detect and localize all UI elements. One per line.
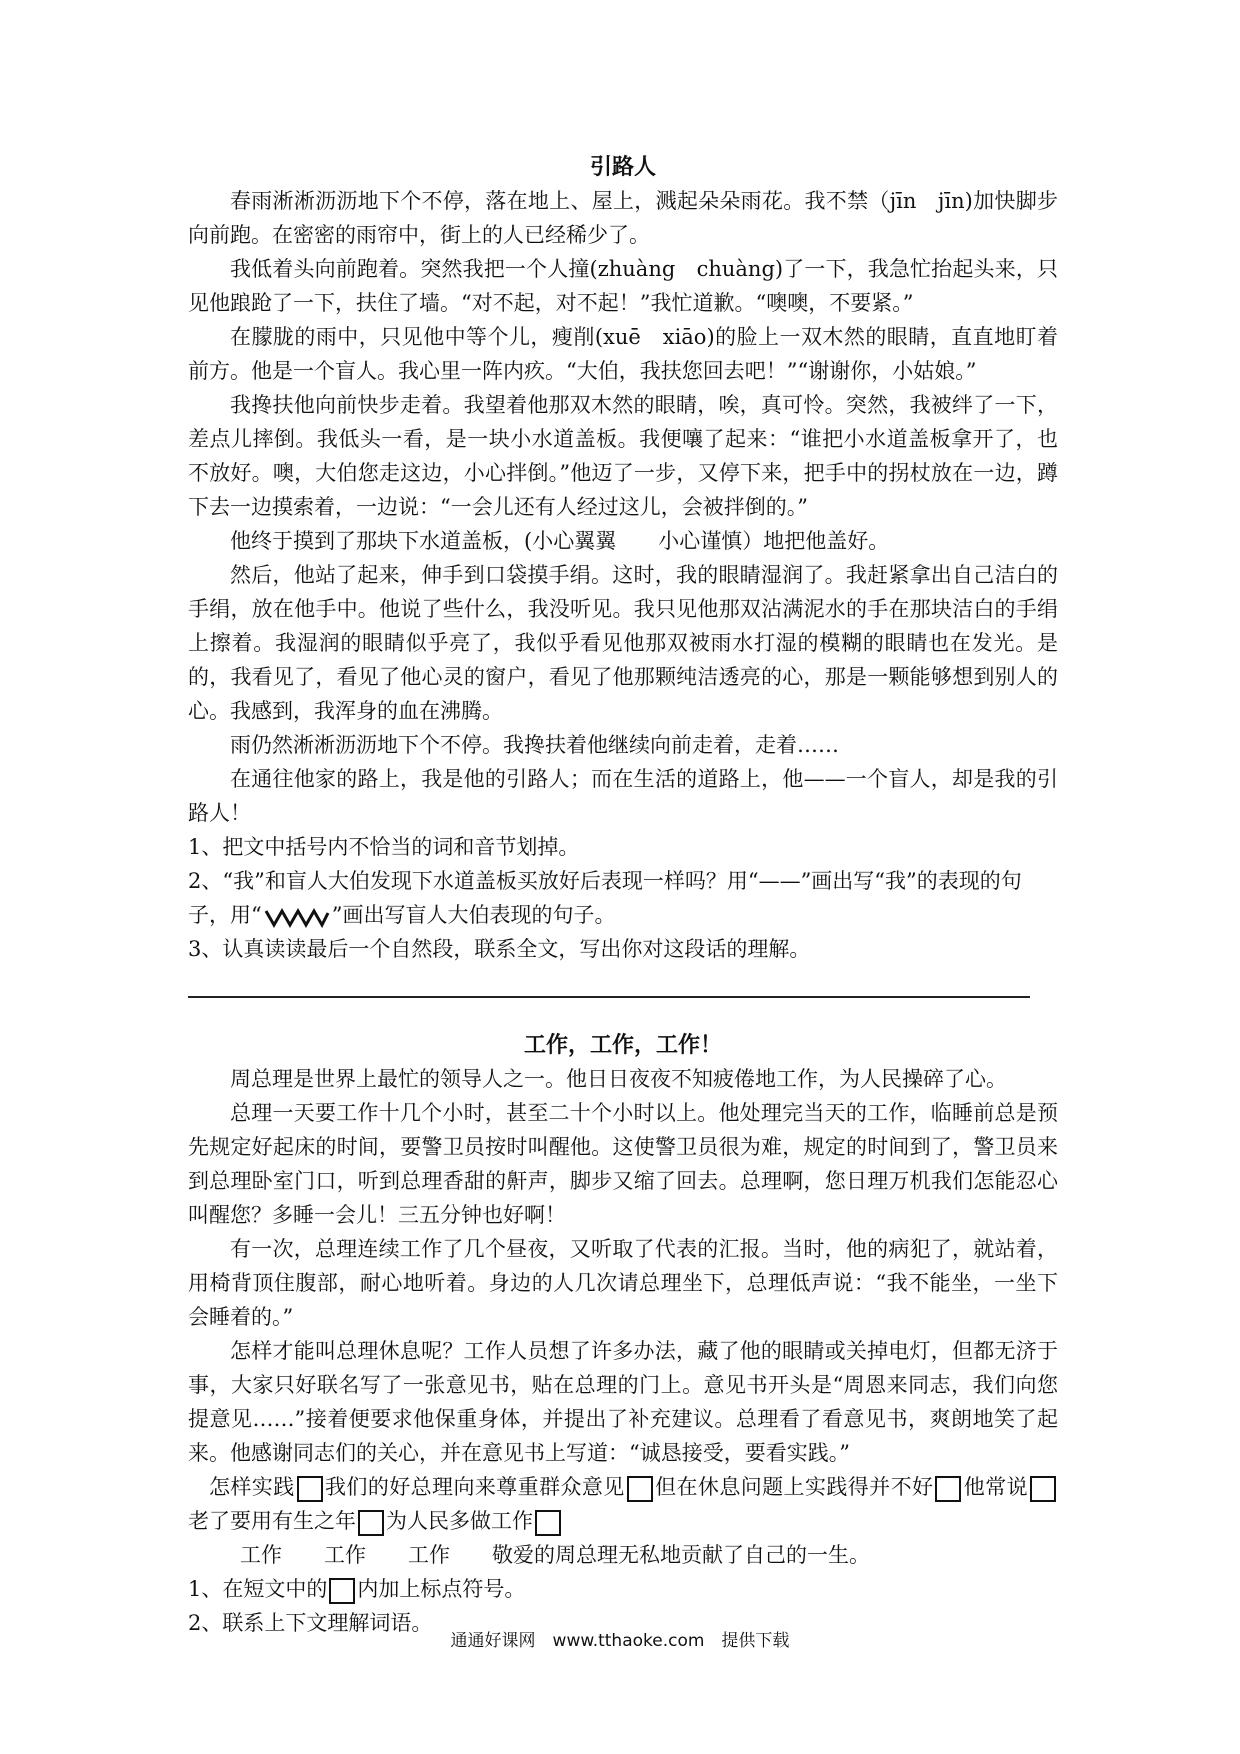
- punctuation-box[interactable]: [297, 1476, 323, 1502]
- story1-paragraph-8: 在通往他家的路上，我是他的引路人；而在生活的道路上，他——一个盲人，却是我的引路人！: [188, 767, 1058, 825]
- story1-paragraph-1: 春雨淅淅沥沥地下个不停，落在地上、屋上，溅起朵朵雨花。我不禁（jīn jīn)加快脚步向前跑。在密密的雨帘中，街上的人已经稀少了。: [188, 189, 1058, 247]
- story2-question-1: [188, 1572, 1058, 1606]
- story1-title: 引路人: [589, 154, 656, 180]
- fill-segment-3: 但在休息问题上实践得并不好: [654, 1475, 934, 1499]
- story2-paragraph-4: 怎样才能叫总理休息呢？工作人员想了许多办法，藏了他的眼睛或关掉电灯，但都无济于事，大家只好联名写了一张意见书，贴在总理的门上。意见书开头是“周恩来同志，我们向您 提意见……”接着便要求他保重身体，并提出了补充建议。总理看了看意见书，爽朗地笑了起来。他感谢同志们的关心，并在意见书上写道：“诚恳接受，要看实践。”: [188, 1339, 1058, 1465]
- punctuation-box-example: [329, 1578, 355, 1604]
- story1-question-1: 1、把文中括号内不恰当的词和音节划掉。: [188, 835, 580, 859]
- punctuation-box[interactable]: [358, 1510, 384, 1536]
- story1-question-2: [188, 864, 1058, 932]
- fill-segment-4: 他常说: [963, 1475, 1029, 1499]
- story2-fill-paragraph: [188, 1470, 1058, 1538]
- story2-paragraph-1: 周总理是世界上最忙的领导人之一。他日日夜夜不知疲倦地工作，为人民操碎了心。: [230, 1067, 1007, 1091]
- story2-paragraph-3: 有一次，总理连续工作了几个昼夜，又听取了代表的汇报。当时，他的病犯了，就站着，用椅背顶住腹部，耐心地听着。身边的人几次请总理坐下，总理低声说：“我不能坐，一坐下会睡着的。”: [188, 1237, 1058, 1329]
- punctuation-box[interactable]: [1030, 1476, 1056, 1502]
- story1-paragraph-5: 他终于摸到了那块下水道盖板，(小心翼翼 小心谨慎）地把他盖好。: [230, 529, 890, 553]
- page-footer: 通通好课网 www.tthaoke.com 提供下载: [450, 1631, 790, 1651]
- story2-question-1-part-b: 内加上标点符号。: [357, 1577, 526, 1601]
- story1-paragraph-6: 然后，他站了起来，伸手到口袋摸手绢。这时，我的眼睛湿润了。我赶紧拿出自己洁白的手绢，放在他手中。他说了些什么，我没听见。我只见他那双沾满泥水的手在那块洁白的手绢上擦着。我湿润的眼睛似乎亮了，我似乎看见他那双被雨水打湿的模糊的眼睛也在发光。是的，我看见了，看见了他心灵的窗户，看见了他那颗纯洁透亮的心，那是一颗能够想到别人的心。我感到，我浑身的血在沸腾。: [188, 563, 1058, 723]
- fill-segment-5: 老了要用有生之年: [188, 1509, 356, 1533]
- story1-question-2-part-a: 2、“我”和盲人大伯发现下水道盖板买放好后表现一样吗？用“——”画出写“我”的表现的句子，用“: [188, 869, 1022, 927]
- story2-title: 工作，工作，工作！: [523, 1032, 722, 1058]
- story1-paragraph-4: 我搀扶他向前快步走着。我望着他那双木然的眼睛，唉，真可怜。突然，我被绊了一下，差点儿摔倒。我低头一看，是一块小水道盖板。我便嚷了起来：“谁把小水道盖板拿开了，也不放好。噢，大伯您走这边，小心拌倒。”他迈了一步，又停下来，把手中的拐杖放在一边，蹲下去一边摸索着，一边说：“一会儿还有人经过这儿，会被拌倒的。”: [188, 393, 1058, 519]
- story1-paragraph-7: 雨仍然淅淅沥沥地下个不停。我搀扶着他继续向前走着，走着……: [230, 733, 839, 757]
- wavy-line-icon: [262, 903, 332, 931]
- story2-question-1-part-a: 1、在短文中的: [188, 1577, 328, 1601]
- story2-question-2: 2、联系上下文理解词语。: [188, 1611, 433, 1635]
- section-divider: [188, 996, 1030, 998]
- story2-paragraph-2: 总理一天要工作十几个小时，甚至二十个小时以上。他处理完当天的工作，临睡前总是预先规定好起床的时间，要警卫员按时叫醒他。这使警卫员很为难，规定的时间到了，警卫员来到总理卧室门口，听到总理香甜的鼾声，脚步又缩了回去。总理啊，您日理万机我们怎能忍心叫醒您？多睡一会儿！三五分钟也好啊！: [188, 1101, 1058, 1227]
- punctuation-box[interactable]: [627, 1476, 653, 1502]
- story2-last-line: 工作 工作 工作 敬爱的周总理无私地贡献了自己的一生。: [240, 1543, 870, 1567]
- fill-segment-6: 为人民多做工作: [386, 1509, 533, 1533]
- fill-segment-2: 我们的好总理向来尊重群众意见: [324, 1475, 625, 1499]
- punctuation-box[interactable]: [535, 1510, 561, 1536]
- story1-question-2-part-b: ”画出写盲人大伯表现的句子。: [331, 903, 616, 927]
- story1-question-3: 3、认真读读最后一个自然段，联系全文，写出你对这段话的理解。: [188, 937, 811, 961]
- document-content: [188, 150, 1058, 1640]
- story1-paragraph-2: 我低着头向前跑着。突然我把一个人撞(zhuàng chuàng)了一下，我急忙抬起头来，只见他踉跄了一下，扶住了墙。“对不起，对不起！”我忙道歉。“噢噢，不要紧。”: [188, 257, 1058, 315]
- punctuation-box[interactable]: [935, 1476, 961, 1502]
- story1-paragraph-3: 在朦胧的雨中，只见他中等个儿，瘦削(xuē xiāo)的脸上一双木然的眼睛，直直地盯着前方。他是一个盲人。我心里一阵内疚。“大伯，我扶您回去吧！”“谢谢你，小姑娘。”: [188, 325, 1058, 383]
- fill-segment-1: 怎样实践: [209, 1475, 295, 1499]
